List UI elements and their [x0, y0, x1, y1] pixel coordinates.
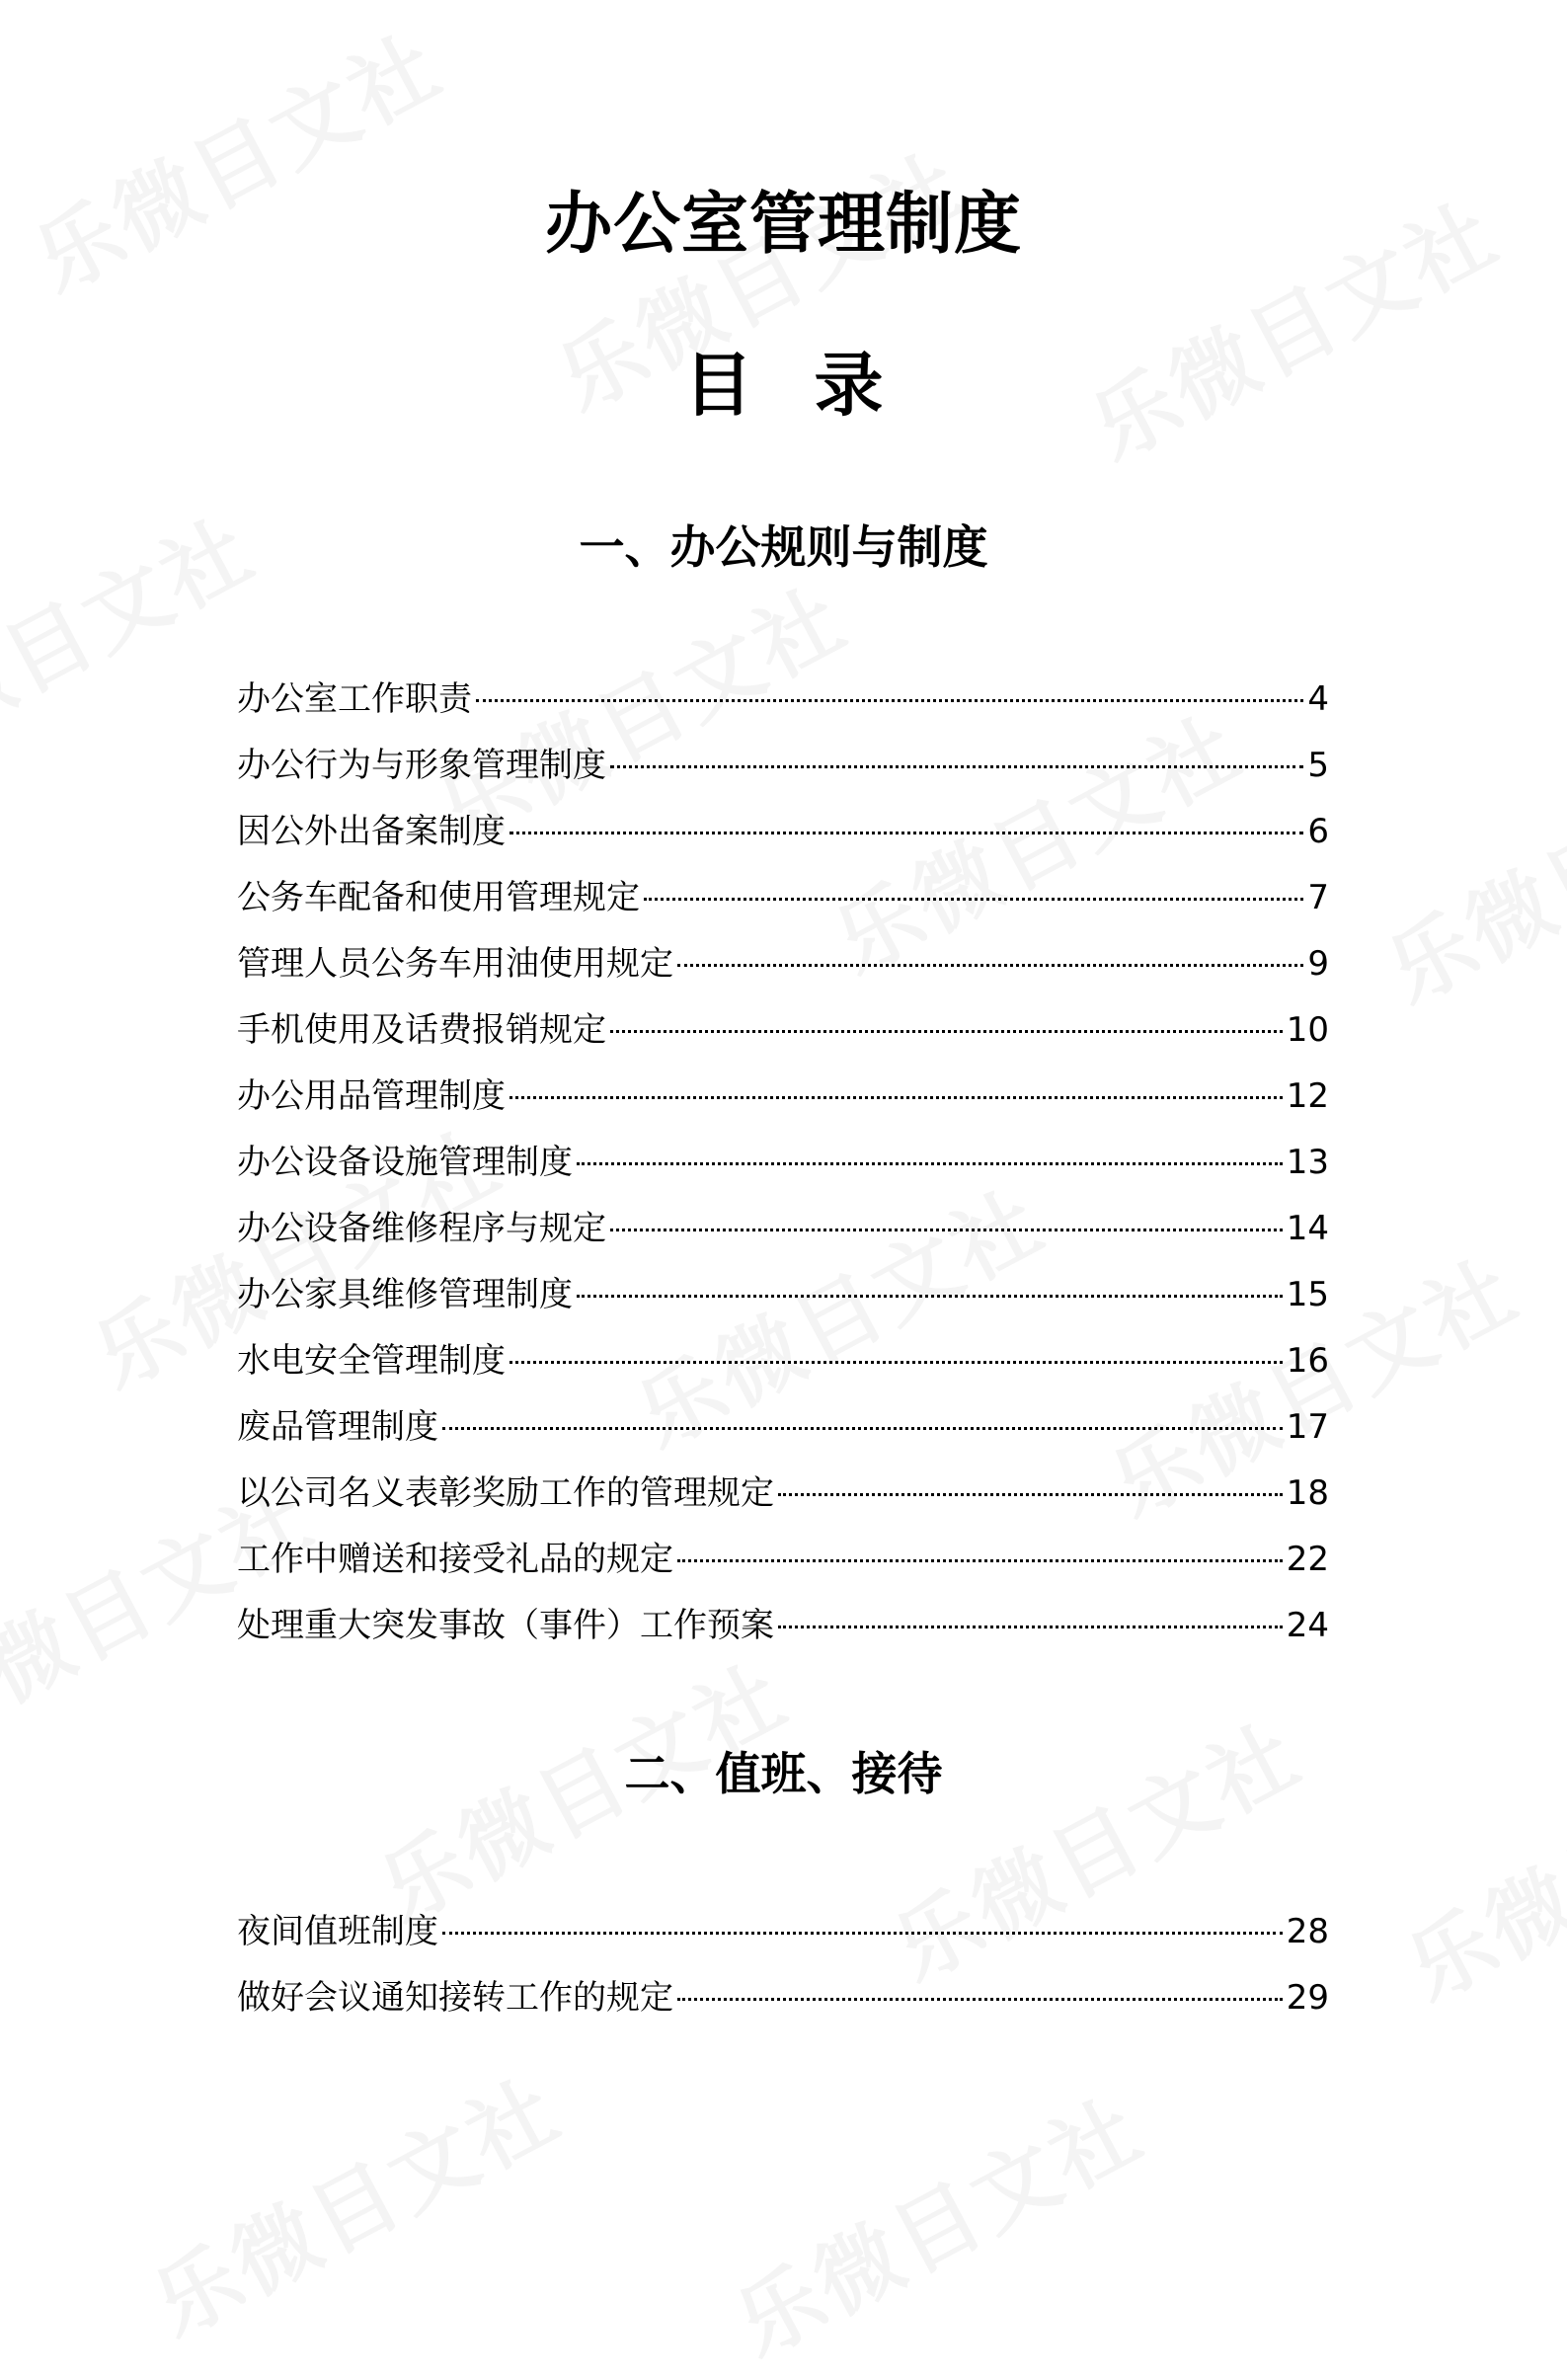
toc-entry-page: 24 [1286, 1606, 1329, 1645]
dot-leader [442, 1932, 1283, 1935]
toc-entry[interactable] [237, 1197, 1329, 1263]
toc-entry-page: 10 [1286, 1010, 1329, 1050]
toc-entry-page: 12 [1286, 1076, 1329, 1116]
dot-leader [778, 1626, 1283, 1628]
toc-entry[interactable] [237, 1528, 1329, 1594]
toc-entry[interactable] [237, 734, 1329, 800]
toc-entry-label: 因公外出备案制度 [237, 812, 506, 851]
document-title: 办公室管理制度 [544, 186, 1022, 264]
toc-entry-label: 办公设备设施管理制度 [237, 1143, 573, 1182]
toc-entry[interactable] [237, 1329, 1329, 1395]
toc-entry[interactable] [237, 668, 1329, 734]
toc-entry-page: 9 [1307, 944, 1329, 984]
toc-entry-label: 办公设备维修程序与规定 [237, 1209, 606, 1248]
toc-entry-page: 16 [1286, 1341, 1329, 1381]
dot-leader [610, 1229, 1283, 1231]
dot-leader [778, 1493, 1283, 1496]
toc-entry-page: 17 [1286, 1407, 1329, 1447]
toc-entry-label: 办公家具维修管理制度 [237, 1275, 573, 1314]
toc-entry-page: 28 [1286, 1912, 1329, 1951]
toc-list-section-1 [237, 668, 1329, 1660]
toc-entry[interactable] [237, 1966, 1329, 2032]
toc-entry-label: 做好会议通知接转工作的规定 [237, 1978, 673, 2018]
toc-entry-page: 18 [1286, 1473, 1329, 1513]
toc-entry[interactable] [237, 932, 1329, 998]
toc-entry[interactable] [237, 1594, 1329, 1660]
dot-leader [677, 1998, 1283, 2001]
toc-entry-label: 夜间值班制度 [237, 1912, 438, 1951]
section-heading-2: 二、值班、接待 [624, 1747, 943, 1800]
toc-entry-label: 公务车配备和使用管理规定 [237, 878, 640, 917]
toc-entry-label: 废品管理制度 [237, 1407, 438, 1447]
toc-entry-page: 14 [1286, 1209, 1329, 1248]
toc-entry-page: 6 [1307, 812, 1329, 851]
dot-leader [442, 1427, 1283, 1430]
toc-entry-page: 22 [1286, 1540, 1329, 1579]
toc-entry-label: 办公行为与形象管理制度 [237, 746, 606, 785]
toc-entry[interactable] [237, 998, 1329, 1065]
dot-leader [577, 1162, 1283, 1165]
toc-entry-label: 以公司名义表彰奖励工作的管理规定 [237, 1473, 774, 1513]
toc-entry-label: 工作中赠送和接受礼品的规定 [237, 1540, 673, 1579]
dot-leader [509, 1096, 1283, 1099]
toc-entry-label: 手机使用及话费报销规定 [237, 1010, 606, 1050]
toc-entry-label: 办公室工作职责 [237, 679, 472, 719]
toc-entry-page: 15 [1286, 1275, 1329, 1314]
toc-entry[interactable] [237, 866, 1329, 932]
toc-entry[interactable] [237, 1462, 1329, 1528]
toc-entry-label: 办公用品管理制度 [237, 1076, 506, 1116]
dot-leader [509, 832, 1303, 834]
dot-leader [610, 1030, 1283, 1033]
dot-leader [610, 765, 1303, 768]
toc-entry[interactable] [237, 1900, 1329, 1966]
toc-entry-page: 4 [1307, 679, 1329, 719]
dot-leader [644, 898, 1303, 901]
toc-entry-label: 水电安全管理制度 [237, 1341, 506, 1381]
toc-title: 目录 [683, 345, 945, 426]
toc-entry[interactable] [237, 1065, 1329, 1131]
toc-entry[interactable] [237, 1395, 1329, 1462]
toc-entry-page: 7 [1307, 878, 1329, 917]
toc-entry[interactable] [237, 1131, 1329, 1197]
toc-entry-page: 5 [1307, 746, 1329, 785]
toc-list-section-2 [237, 1900, 1329, 2032]
dot-leader [677, 1559, 1283, 1562]
toc-entry-page: 29 [1286, 1978, 1329, 2018]
toc-entry-label: 管理人员公务车用油使用规定 [237, 944, 673, 984]
toc-entry[interactable] [237, 800, 1329, 866]
toc-entry-label: 处理重大突发事故（事件）工作预案 [237, 1606, 774, 1645]
dot-leader [577, 1295, 1283, 1298]
toc-entry-page: 13 [1286, 1143, 1329, 1182]
dot-leader [509, 1361, 1283, 1364]
toc-entry[interactable] [237, 1263, 1329, 1329]
section-heading-1: 一、办公规则与制度 [579, 520, 988, 574]
dot-leader [677, 964, 1303, 967]
dot-leader [476, 699, 1303, 702]
